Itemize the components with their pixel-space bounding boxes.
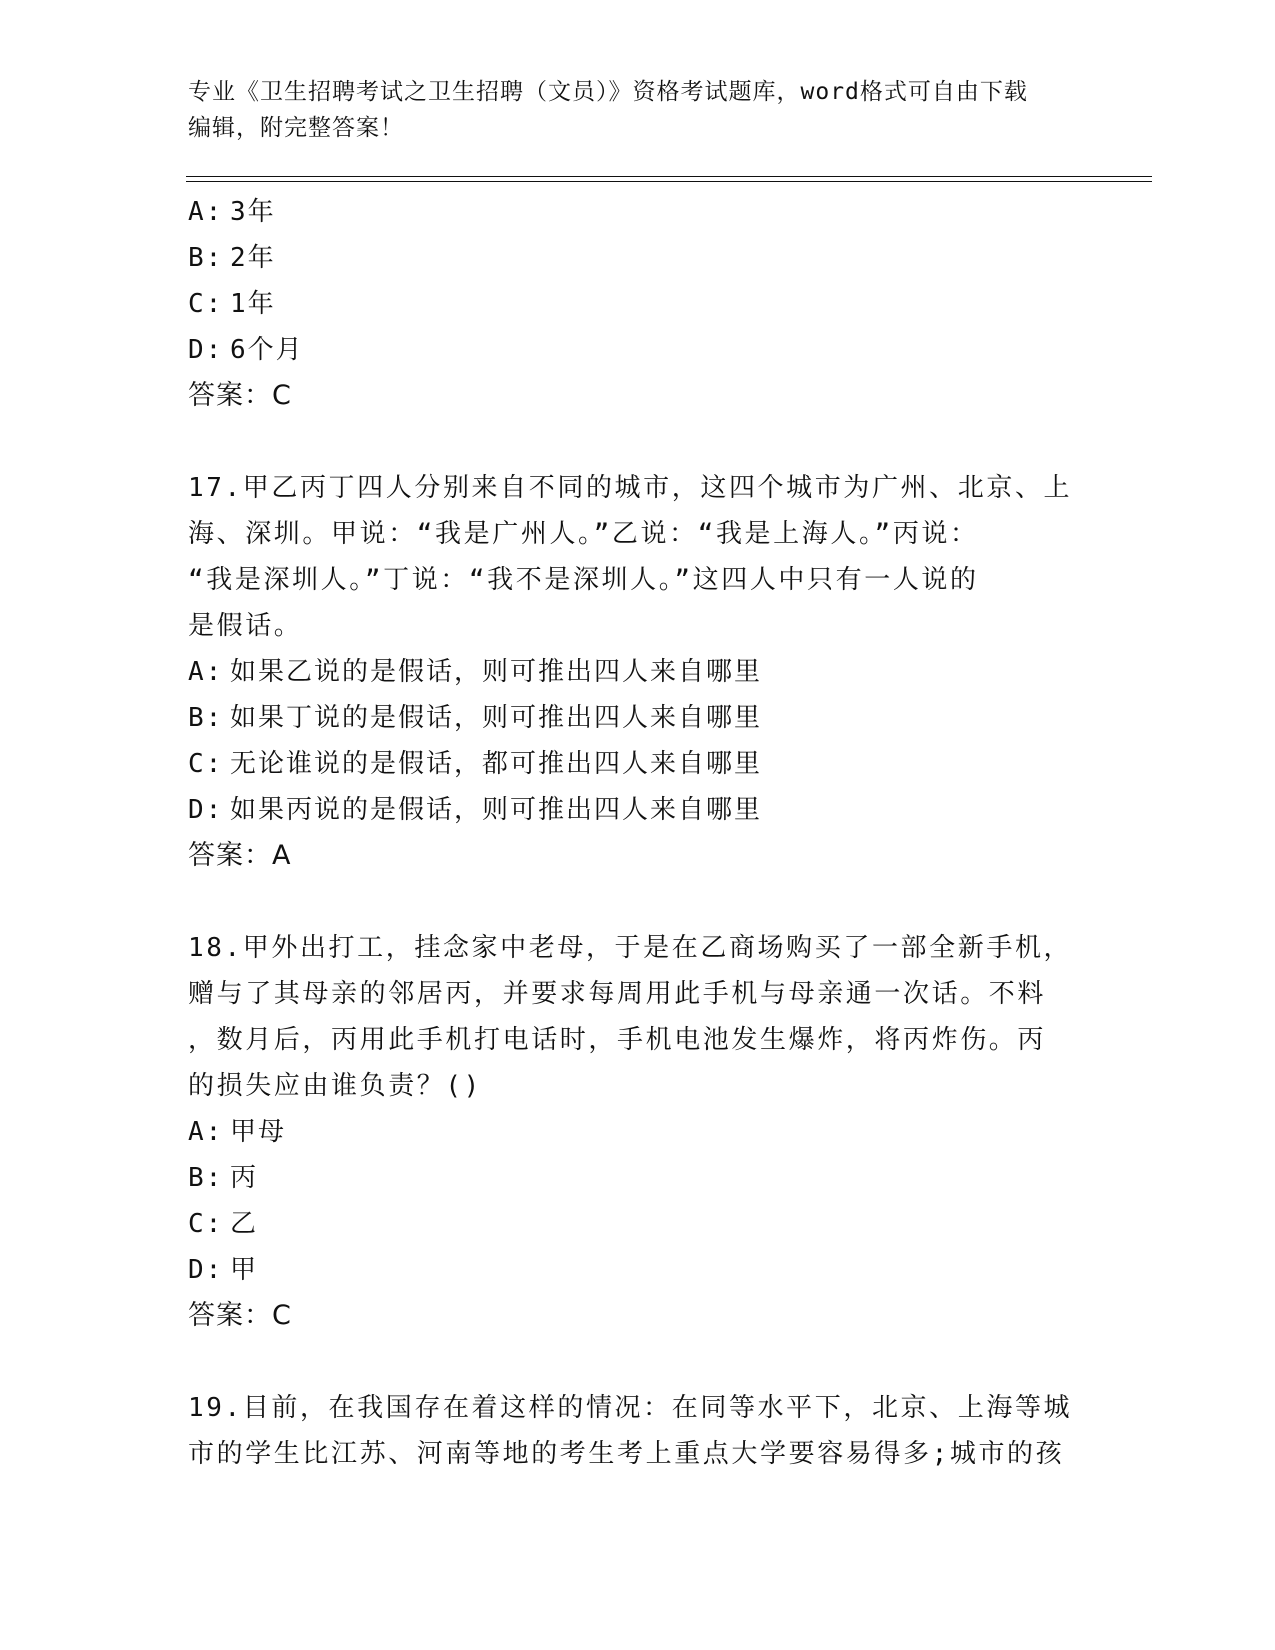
option-label: D: bbox=[188, 1255, 224, 1285]
header-line-1: 专业《卫生招聘考试之卫生招聘（文员）》资格考试题库，word格式可自由下载 bbox=[188, 79, 1028, 105]
option-c bbox=[188, 281, 1078, 327]
option-text: 3年 bbox=[230, 197, 276, 227]
question-19 bbox=[188, 1385, 1078, 1477]
option-text: 乙 bbox=[230, 1209, 259, 1239]
answer-line: 答案：C bbox=[188, 1300, 292, 1331]
option-text: 如果丁说的是假话，则可推出四人来自哪里 bbox=[230, 703, 763, 733]
question-text bbox=[188, 925, 1078, 1109]
spacer bbox=[188, 1339, 1078, 1385]
option-b bbox=[188, 235, 1078, 281]
spacer bbox=[188, 419, 1078, 465]
option-text: 6个月 bbox=[230, 335, 304, 365]
question-text-line: 海、深圳。甲说：“我是广州人。”乙说：“我是上海人。”丙说： bbox=[188, 519, 979, 549]
header-divider-top bbox=[186, 176, 1152, 177]
option-text: 丙 bbox=[230, 1163, 259, 1193]
option-label: C: bbox=[188, 289, 224, 319]
option-text: 无论谁说的是假话，都可推出四人来自哪里 bbox=[230, 749, 763, 779]
option-text: 如果丙说的是假话，则可推出四人来自哪里 bbox=[230, 795, 763, 825]
option-label: C: bbox=[188, 749, 224, 779]
option-c bbox=[188, 1201, 1078, 1247]
question-16 bbox=[188, 189, 1078, 419]
question-text-line: 赠与了其母亲的邻居丙，并要求每周用此手机与母亲通一次话。不料 bbox=[188, 979, 1047, 1009]
option-label: B: bbox=[188, 703, 224, 733]
option-text: 2年 bbox=[230, 243, 276, 273]
question-list bbox=[188, 189, 1078, 1477]
question-18 bbox=[188, 925, 1078, 1339]
option-text: 如果乙说的是假话，则可推出四人来自哪里 bbox=[230, 657, 763, 687]
question-text-line: ，数月后，丙用此手机打电话时，手机电池发生爆炸，将丙炸伤。丙 bbox=[188, 1025, 1047, 1055]
option-b bbox=[188, 1155, 1078, 1201]
option-a bbox=[188, 1109, 1078, 1155]
question-text bbox=[188, 465, 1078, 649]
question-text-line: “我是深圳人。”丁说：“我不是深圳人。”这四人中只有一人说的 bbox=[188, 565, 979, 595]
option-text: 1年 bbox=[230, 289, 276, 319]
option-label: A: bbox=[188, 197, 224, 227]
option-label: A: bbox=[188, 657, 224, 687]
option-label: D: bbox=[188, 795, 224, 825]
option-d bbox=[188, 327, 1078, 373]
answer-line: 答案：A bbox=[188, 840, 292, 871]
option-label: B: bbox=[188, 1163, 224, 1193]
header-line-2: 编辑，附完整答案！ bbox=[188, 115, 404, 141]
option-label: C: bbox=[188, 1209, 224, 1239]
question-text bbox=[188, 1385, 1078, 1477]
option-label: D: bbox=[188, 335, 224, 365]
option-b bbox=[188, 695, 1078, 741]
question-text-line: 17.甲乙丙丁四人分别来自不同的城市，这四个城市为广州、北京、上 bbox=[188, 473, 1073, 503]
question-text-line: 19.目前，在我国存在着这样的情况：在同等水平下，北京、上海等城 bbox=[188, 1393, 1073, 1423]
option-a bbox=[188, 189, 1078, 235]
question-text-line: 的损失应由谁负责？() bbox=[188, 1071, 482, 1101]
option-c bbox=[188, 741, 1078, 787]
answer-line: 答案：C bbox=[188, 380, 292, 411]
question-text-line: 18.甲外出打工，挂念家中老母，于是在乙商场购买了一部全新手机， bbox=[188, 933, 1073, 963]
option-label: A: bbox=[188, 1117, 224, 1147]
option-d bbox=[188, 787, 1078, 833]
spacer bbox=[188, 879, 1078, 925]
question-text-line: 是假话。 bbox=[188, 611, 303, 641]
option-d bbox=[188, 1247, 1078, 1293]
option-text: 甲母 bbox=[230, 1117, 287, 1147]
document-header bbox=[188, 74, 1068, 146]
header-divider-bottom bbox=[186, 181, 1152, 182]
option-label: B: bbox=[188, 243, 224, 273]
question-text-line: 市的学生比江苏、河南等地的考生考上重点大学要容易得多;城市的孩 bbox=[188, 1439, 1065, 1469]
question-17 bbox=[188, 465, 1078, 879]
option-a bbox=[188, 649, 1078, 695]
option-text: 甲 bbox=[230, 1255, 259, 1285]
